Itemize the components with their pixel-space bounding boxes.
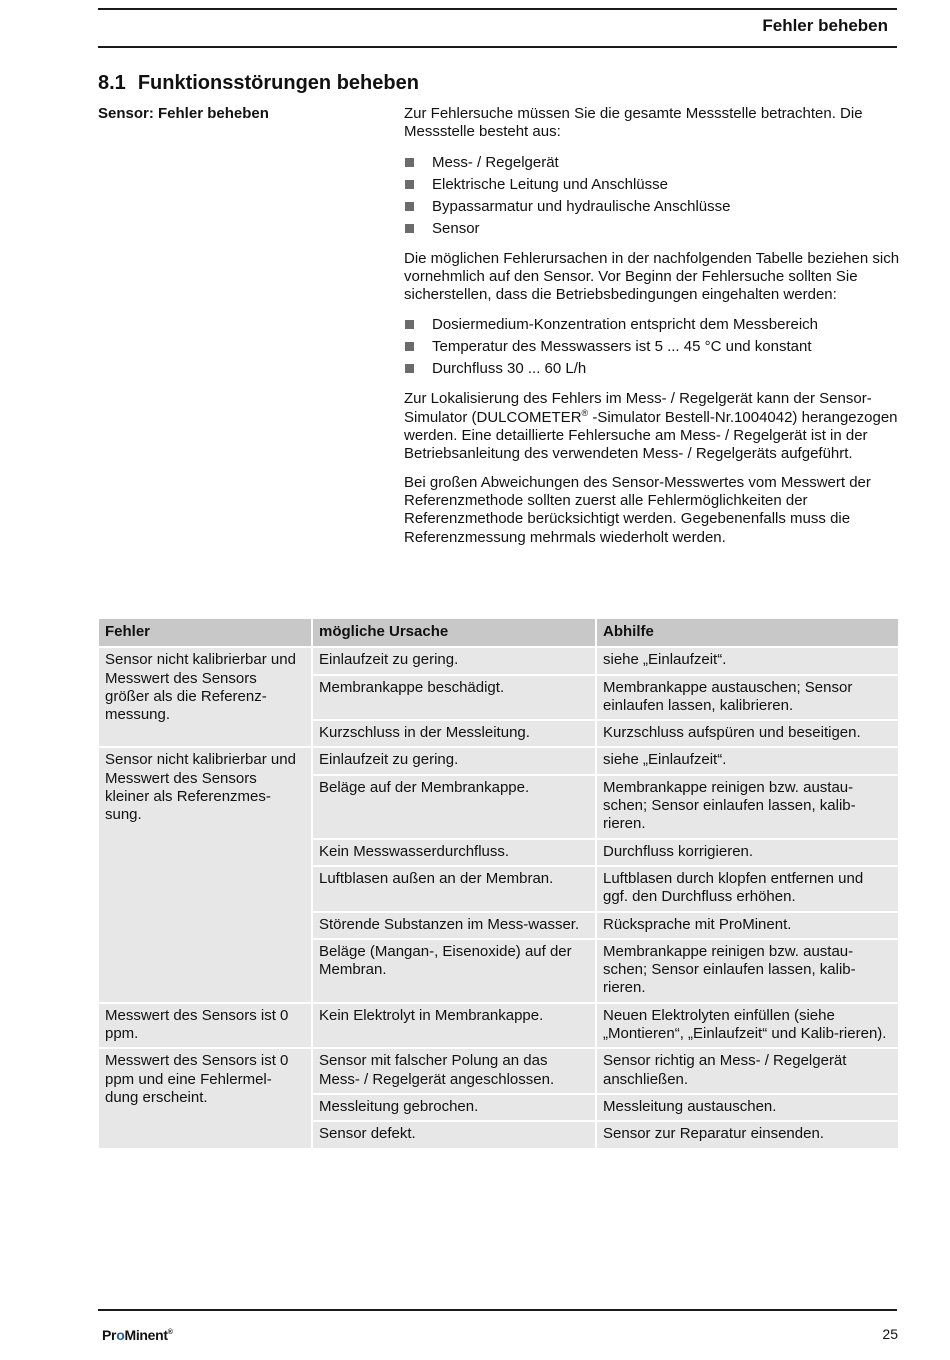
table-header-row xyxy=(98,618,899,647)
page-number: 25 xyxy=(882,1326,898,1342)
list-item: Durchfluss 30 ... 60 L/h xyxy=(404,358,904,380)
fault-cell: Messwert des Sensors ist 0 ppm und eine Fehlermel-dung erscheint. xyxy=(98,1048,312,1148)
section-title-text: Funktionsstörungen beheben xyxy=(137,72,419,94)
remedy-cell: Neuen Elektrolyten einfüllen (siehe „Montieren“, „Einlaufzeit“ und Kalib-rieren). xyxy=(596,1003,899,1049)
header-title: Fehler beheben xyxy=(762,16,888,35)
remedy-cell: Sensor zur Reparatur einsenden. xyxy=(596,1121,899,1148)
table-row xyxy=(312,839,899,866)
table-row xyxy=(312,647,899,674)
list-item: Dosiermedium-Konzentration entspricht dem Messbereich xyxy=(404,314,904,336)
table-row xyxy=(312,775,899,839)
cause-cell: Beläge (Mangan-, Eisenoxide) auf der Membran. xyxy=(312,939,596,1003)
square-bullet-icon xyxy=(405,158,414,167)
table-row xyxy=(312,866,899,912)
fault-cell: Sensor nicht kalibrierbar und Messwert des Sensors größer als die Referenz-messung. xyxy=(98,647,312,747)
table-row xyxy=(312,1003,899,1049)
reference-paragraph: Bei großen Abweichungen des Sensor-Messwertes vom Messwert der Referenzmethode sollten zuerst alle Fehlermöglichkeiten der Referenzmethode berücksichtigt werden. Gegebenenfalls muss die Referenzmessung mehrmals wiederholt werden. xyxy=(404,473,871,546)
cause-cell: Kein Elektrolyt in Membrankappe. xyxy=(312,1003,596,1049)
intro-paragraph: Zur Fehlersuche müssen Sie die gesamte Messstelle betrachten. Die Messstelle besteht aus: xyxy=(404,105,863,141)
fault-cell: Messwert des Sensors ist 0 ppm. xyxy=(98,1003,312,1049)
cause-cell: Messleitung gebrochen. xyxy=(312,1094,596,1121)
table-row-group xyxy=(98,1048,899,1148)
body-text-column xyxy=(404,105,904,557)
square-bullet-icon xyxy=(405,342,414,351)
remedy-cell: siehe „Einlaufzeit“. xyxy=(596,747,899,774)
list-item: Elektrische Leitung und Anschlüsse xyxy=(404,174,904,196)
cause-cell: Störende Substanzen im Mess-wasser. xyxy=(312,912,596,939)
table-row xyxy=(312,1048,899,1094)
cause-cell: Kurzschluss in der Messleitung. xyxy=(312,720,596,747)
remedy-cell: siehe „Einlaufzeit“. xyxy=(596,647,899,674)
conditions-list xyxy=(404,314,904,380)
column-header-cause: mögliche Ursache xyxy=(312,618,596,647)
column-header-remedy: Abhilfe xyxy=(596,618,899,647)
table-row-group xyxy=(98,747,899,1002)
fault-cell: Sensor nicht kalibrierbar und Messwert des Sensors kleiner als Referenzmes-sung. xyxy=(98,747,312,1002)
simulator-paragraph: Zur Lokalisierung des Fehlers im Mess- / Regelgerät kann der Sensor-Simulator (DULCOMETER® -Simulator Bestell-Nr.1004042) herangezogen werden. Eine detaillierte Fehlersuche am Mess- / Regelgerät ist in der Betriebsanleitung des verwendeten Mess- / Regelgeräts aufgeführt. xyxy=(404,390,898,463)
section-title xyxy=(98,72,419,95)
troubleshooting-table xyxy=(98,618,899,1149)
remedy-cell: Rücksprache mit ProMinent. xyxy=(596,912,899,939)
table-row xyxy=(312,939,899,1003)
table-row xyxy=(312,720,899,747)
list-item: Sensor xyxy=(404,218,904,240)
cause-cell: Luftblasen außen an der Membran. xyxy=(312,866,596,912)
side-heading: Sensor: Fehler beheben xyxy=(98,105,269,122)
header-top-rule xyxy=(98,8,897,10)
cause-cell: Sensor mit falscher Polung an das Mess- / Regelgerät angeschlossen. xyxy=(312,1048,596,1094)
square-bullet-icon xyxy=(405,202,414,211)
table-row xyxy=(312,675,899,721)
list-item: Temperatur des Messwassers ist 5 ... 45 °C und konstant xyxy=(404,336,904,358)
prominent-logo: ProMinent® xyxy=(102,1327,173,1343)
remedy-cell: Kurzschluss aufspüren und beseitigen. xyxy=(596,720,899,747)
square-bullet-icon xyxy=(405,224,414,233)
table-row-group xyxy=(98,647,899,747)
section-number: 8.1 xyxy=(98,72,126,94)
cause-cell: Einlaufzeit zu gering. xyxy=(312,747,596,774)
remedy-cell: Membrankappe reinigen bzw. austau-schen; Sensor einlaufen lassen, kalib-rieren. xyxy=(596,775,899,839)
square-bullet-icon xyxy=(405,364,414,373)
components-list xyxy=(404,152,904,240)
table-row-group xyxy=(98,1003,899,1049)
table-row xyxy=(312,1094,899,1121)
conditions-paragraph: Die möglichen Fehlerursachen in der nachfolgenden Tabelle beziehen sich vornehmlich auf den Sensor. Vor Beginn der Fehlersuche sollten Sie sicherstellen, dass die Betriebsbedingungen eingehalten werden: xyxy=(404,249,900,304)
footer-rule xyxy=(98,1309,897,1311)
remedy-cell: Sensor richtig an Mess- / Regelgerät anschließen. xyxy=(596,1048,899,1094)
table-row xyxy=(312,747,899,774)
remedy-cell: Membrankappe austauschen; Sensor einlaufen lassen, kalibrieren. xyxy=(596,675,899,721)
list-item: Mess- / Regelgerät xyxy=(404,152,904,174)
cause-cell: Membrankappe beschädigt. xyxy=(312,675,596,721)
square-bullet-icon xyxy=(405,320,414,329)
cause-cell: Einlaufzeit zu gering. xyxy=(312,647,596,674)
header-bottom-rule xyxy=(98,46,897,48)
cause-cell: Beläge auf der Membrankappe. xyxy=(312,775,596,839)
column-header-fault: Fehler xyxy=(98,618,312,647)
cause-cell: Sensor defekt. xyxy=(312,1121,596,1148)
square-bullet-icon xyxy=(405,180,414,189)
list-item: Bypassarmatur und hydraulische Anschlüsse xyxy=(404,196,904,218)
cause-cell: Kein Messwasserdurchfluss. xyxy=(312,839,596,866)
remedy-cell: Messleitung austauschen. xyxy=(596,1094,899,1121)
remedy-cell: Luftblasen durch klopfen entfernen und ggf. den Durchfluss erhöhen. xyxy=(596,866,899,912)
remedy-cell: Membrankappe reinigen bzw. austau-schen; Sensor einlaufen lassen, kalib-rieren. xyxy=(596,939,899,1003)
table-row xyxy=(312,1121,899,1148)
table-row xyxy=(312,912,899,939)
remedy-cell: Durchfluss korrigieren. xyxy=(596,839,899,866)
